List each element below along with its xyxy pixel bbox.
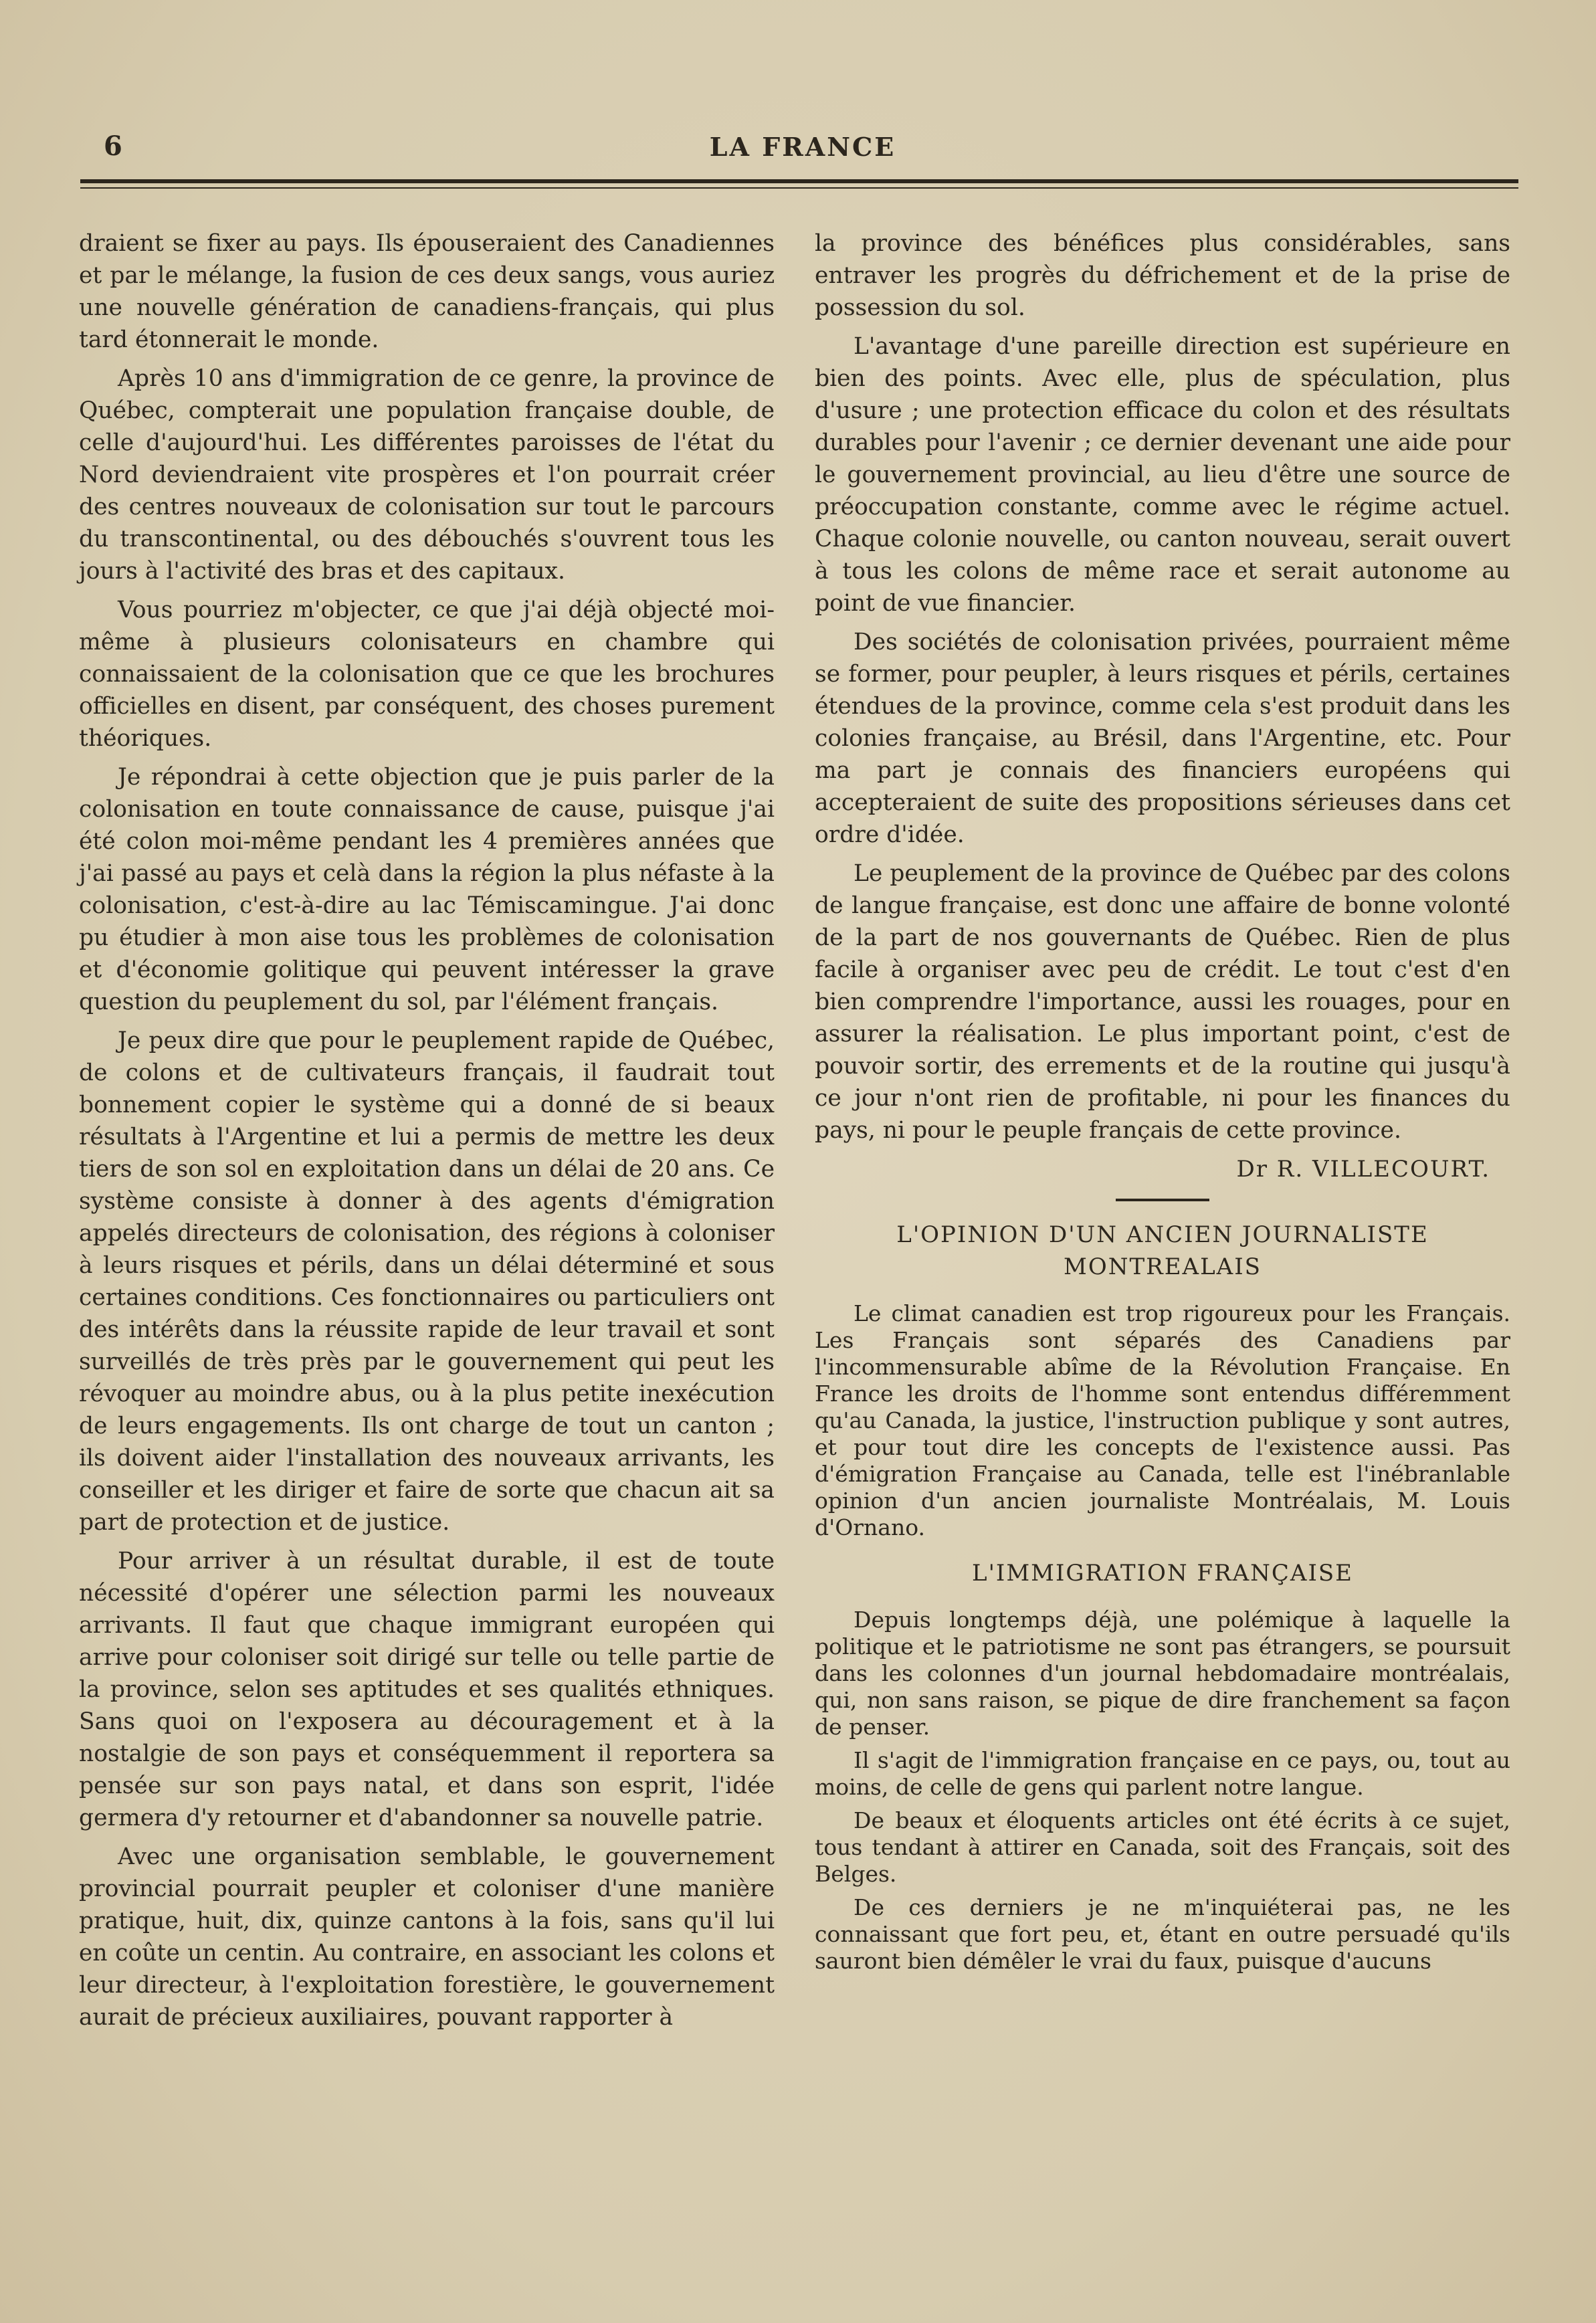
- article-paragraph: Il s'agit de l'immigration française en ce pays, ou, tout au moins, de celle de gens qui parlent notre langue.: [815, 1747, 1510, 1800]
- article-paragraph: Je peux dire que pour le peuplement rapide de Québec, de colons et de cultivateurs français, il faudrait tout bonnement copier le système qui a donné de si beaux résultats à l'Argentine et lui a permis de mettre les deux tiers de son sol en exploitation dans un délai de 20 ans. Ce système consiste à donner à des agents d'émigration appelés directeurs de colonisation, des régions à coloniser à leurs risques et périls, dans un délai déterminé et sous certaines conditions. Ces fonctionnaires ou particuliers ont des intérêts dans la réussite rapide de leur travail et sont surveillés de très près par le gouvernement qui peut les révoquer au moindre abus, ou à la plus petite inexécution de leurs engagements. Ils ont charge de tout un canton ; ils doivent aider l'installation des nouveaux arrivants, les conseiller et les diriger et faire de sorte que chacun ait sa part de protection et de justice.: [79, 1027, 775, 1536]
- section-separator: [1116, 1199, 1209, 1201]
- page-number: 6: [104, 130, 122, 162]
- left-column: [79, 227, 775, 2040]
- article-paragraph: Le climat canadien est trop rigoureux pour les Français. Les Français sont séparés des Canadiens par l'incommensurable abîme de la Révolution Française. En France les droits de l'homme sont entendus différemment qu'au Canada, la justice, l'instruction publique y sont autres, et pour tout dire les concepts de l'existence aussi. Pas d'émigration Française au Canada, telle est l'inébranlable opinion d'un ancien journaliste Montréalais, M. Louis d'Ornano.: [815, 1300, 1510, 1540]
- header-rule-thick: [80, 179, 1518, 183]
- article-paragraph: De beaux et éloquents articles ont été écrits à ce sujet, tous tendant à attirer en Canada, soit des Français, soit des Belges.: [815, 1807, 1510, 1887]
- article-paragraph: Depuis longtemps déjà, une polémique à laquelle la politique et le patriotisme ne sont pas étrangers, se poursuit dans les colonnes d'un journal hebdomadaire montréalais, qui, non sans raison, se pique de dire franchement sa façon de penser.: [815, 1607, 1510, 1740]
- article-paragraph: la province des bénéfices plus considérables, sans entraver les progrès du défrichement et de la prise de possession du sol.: [815, 230, 1510, 321]
- header-rule-thin: [80, 187, 1518, 189]
- right-column: [815, 227, 1510, 1981]
- article-paragraph: De ces derniers je ne m'inquiéterai pas, ne les connaissant que fort peu, et, étant en outre persuadé qu'ils sauront bien démêler le vrai du faux, puisque d'aucuns: [815, 1894, 1510, 1974]
- author-signature: Dr R. VILLECOURT.: [1236, 1156, 1490, 1183]
- article-paragraph: Pour arriver à un résultat durable, il est de toute nécessité d'opérer une sélection parmi les nouveaux arrivants. Il faut que chaque immigrant européen qui arrive pour coloniser soit dirigé sur telle ou telle partie de la province, selon ses aptitudes et ses qualités ethniques. Sans quoi on l'exposera au découragement et à la nostalgie de son pays et conséquemment il reportera sa pensée sur son pays natal, et dans son esprit, l'idée germera d'y retourner et d'abandonner sa nouvelle patrie.: [79, 1548, 775, 1831]
- article-paragraph: Je répondrai à cette objection que je puis parler de la colonisation en toute connaissance de cause, puisque j'ai été colon moi-même pendant les 4 premières années que j'ai passé au pays et celà dans la région la plus néfaste à la colonisation, c'est-à-dire au lac Témiscamingue. J'ai donc pu étudier à mon aise tous les problèmes de colonisation et d'économie golitique qui peuvent intéresser la grave question du peuplement du sol, par l'élément français.: [79, 764, 775, 1015]
- article-paragraph: Vous pourriez m'objecter, ce que j'ai déjà objecté moi-même à plusieurs colonisateurs en chambre qui connaissaient de la colonisation que ce que les brochures officielles en disent, par conséquent, des choses purement théoriques.: [79, 597, 775, 752]
- journal-title: LA FRANCE: [709, 132, 896, 162]
- article-paragraph: L'avantage d'une pareille direction est supérieure en bien des points. Avec elle, plus de spéculation, plus d'usure ; une protection efficace du colon et des résultats durables pour l'avenir ; ce dernier devenant une aide pour le gouvernement provincial, au lieu d'être une source de préoccupation constante, comme avec le régime actuel. Chaque colonie nouvelle, ou canton nouveau, serait ouvert à tous les colons de même race et serait autonome au point de vue financier.: [815, 333, 1510, 617]
- article-paragraph: Après 10 ans d'immigration de ce genre, la province de Québec, compterait une population française double, de celle d'aujourd'hui. Les différentes paroisses de l'état du Nord deviendraient vite prospères et l'on pourrait créer des centres nouveaux de colonisation sur tout le parcours du transcontinental, ou des débouchés s'ouvrent tous les jours à l'activité des bras et des capitaux.: [79, 365, 775, 585]
- section-heading-opinion: L'OPINION D'UN ANCIEN JOURNALISTE MONTREALAIS: [896, 1221, 1429, 1280]
- page-header: [87, 124, 1518, 164]
- article-paragraph: Avec une organisation semblable, le gouvernement provincial pourrait peupler et coloniser d'une manière pratique, huit, dix, quinze cantons à la fois, sans qu'il lui en coûte un centin. Au contraire, en associant les colons et leur directeur, à l'exploitation forestière, le gouvernement aurait de précieux auxiliaires, pouvant rapporter à: [79, 1843, 775, 2031]
- article-paragraph: Le peuplement de la province de Québec par des colons de langue française, est donc une affaire de bonne volonté de la part de nos gouvernants de Québec. Rien de plus facile à organiser avec peu de crédit. Le tout c'est d'en bien comprendre l'importance, aussi les rouages, pour en assurer la réalisation. Le plus important point, c'est de pouvoir sortir, des errements et de la routine qui jusqu'à ce jour n'ont rien de profitable, ni pour les finances du pays, ni pour le peuple français de cette province.: [815, 860, 1510, 1144]
- article-paragraph: draient se fixer au pays. Ils épouseraient des Canadiennes et par le mélange, la fusion de ces deux sangs, vous auriez une nouvelle génération de canadiens-français, qui plus tard étonnerait le monde.: [79, 230, 775, 353]
- article-paragraph: Des sociétés de colonisation privées, pourraient même se former, pour peupler, à leurs risques et périls, certaines étendues de la province, comme cela s'est produit dans les colonies française, au Brésil, dans l'Argentine, etc. Pour ma part je connais des financiers européens qui accepteraient de suite des propositions sérieuses dans cet ordre d'idée.: [815, 629, 1510, 848]
- section-heading-immigration: L'IMMIGRATION FRANÇAISE: [971, 1560, 1353, 1587]
